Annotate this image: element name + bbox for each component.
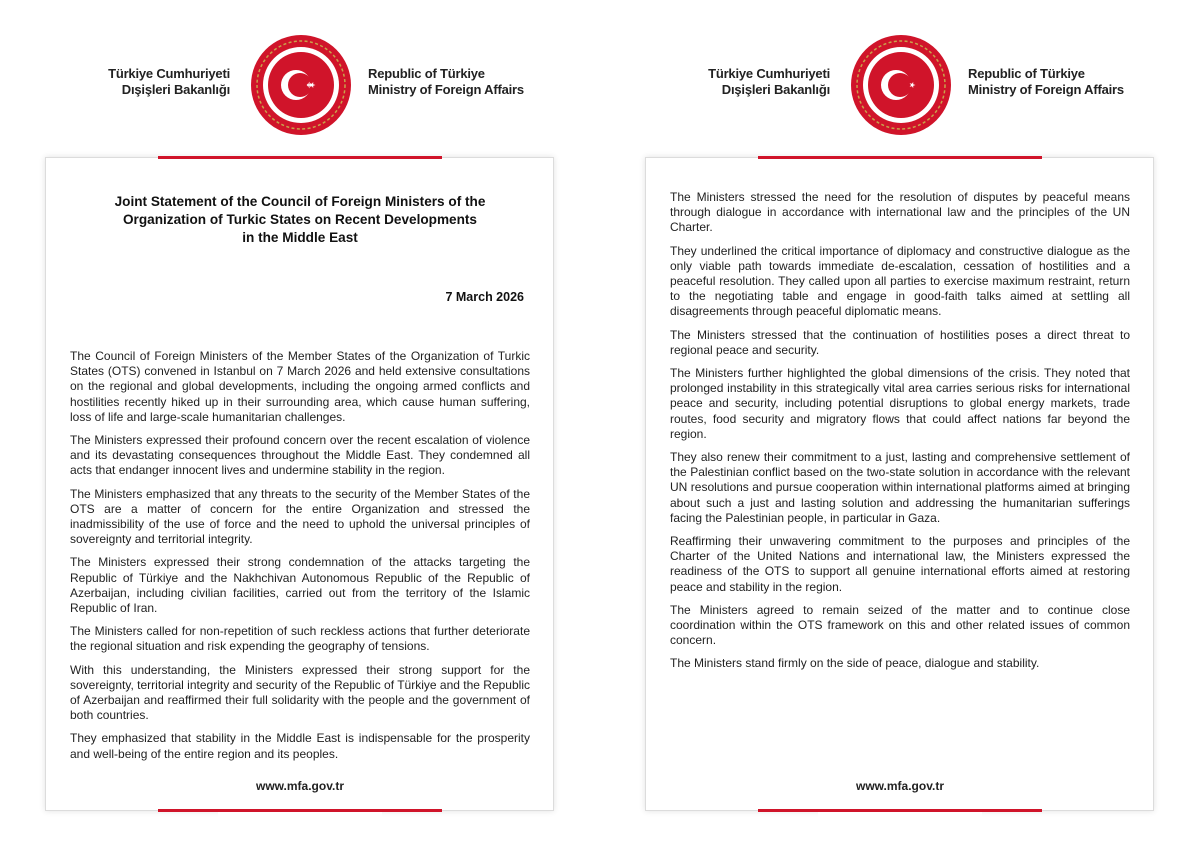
page-2 xyxy=(600,0,1200,849)
paragraph: They underlined the critical importance of diplomacy and constructive dialogue as the only viable path towards immediate de-escalation, cessation of hostilities and a peaceful resolution. They called upon all parties to exercise maximum restraint, return to the negotiating table and engage in good-faith talks aimed at settling all disagreements through peaceful diplomatic means. xyxy=(670,243,1130,319)
org-tr-line-2: Dışişleri Bakanlığı xyxy=(121,82,230,97)
paragraph: The Ministers called for non-repetition of such reckless actions that further deteriorate the regional situation and risk expending the geography of tensions. xyxy=(70,624,530,654)
title-line-3: in the Middle East xyxy=(242,230,358,245)
statement-title xyxy=(80,193,520,247)
org-name-english xyxy=(368,66,568,98)
paragraph: The Ministers stand firmly on the side of peace, dialogue and stability. xyxy=(670,656,1040,671)
org-name-english xyxy=(968,66,1168,98)
page-2-body xyxy=(670,190,1130,680)
org-name-turkish xyxy=(50,66,230,98)
org-tr-line-1: Türkiye Cumhuriyeti xyxy=(708,66,830,81)
website-link[interactable]: www.mfa.gov.tr xyxy=(255,779,344,793)
paragraph: The Council of Foreign Ministers of the Member States of the Organization of Turkic States (OTS) convened in Istanbul on 7 March 2026 and held extensive consultations on the regional and global developments, including the ongoing armed conflicts and hostilities recently hiked up in their surrounding area, which cause human suffering, loss of life and large-scale humanitarian challenges. xyxy=(70,349,530,424)
paragraph: The Ministers stressed the need for the resolution of disputes by peaceful means through dialogue in accordance with international law and the principles of the UN Charter. xyxy=(670,190,1130,235)
frame-accent-bottom xyxy=(758,809,1042,812)
ministry-emblem-icon xyxy=(848,32,954,138)
paragraph: Reaffirming their unwavering commitment to the purposes and principles of the Charter of the United Nations and international law, the Ministers expressed the readiness of the OTS to support all genuine international efforts aimed at restoring peace and stability in the region. xyxy=(670,534,1130,594)
frame-accent-top xyxy=(758,156,1042,159)
org-tr-line-1: Türkiye Cumhuriyeti xyxy=(108,66,230,81)
paragraph: The Ministers emphasized that any threats to the security of the Member States of the OTS are a matter of concern for the entire Organization and stressed the inadmissibility of the use of force and the need to uphold the universal principles of sovereignty and territorial integrity. xyxy=(70,486,530,547)
statement-date: 7 March 2026 xyxy=(445,290,524,304)
org-en-line-2: Ministry of Foreign Affairs xyxy=(368,82,524,97)
org-name-turkish xyxy=(650,66,830,98)
frame-accent-top xyxy=(158,156,442,159)
org-en-line-1: Republic of Türkiye xyxy=(368,66,485,81)
frame-accent-bottom xyxy=(158,809,442,812)
title-line-1: Joint Statement of the Council of Foreign Ministers of the xyxy=(114,194,486,209)
title-line-2: Organization of Turkic States on Recent Developments xyxy=(122,212,477,227)
paragraph: They also renew their commitment to a just, lasting and comprehensive settlement of the Palestinian conflict based on the two-state solution in accordance with the relevant UN resolutions and pursue cooperation within international platforms aimed at bringing about such a just and lasting solution and addressing the humanitarian sufferings facing the Palestinian people, in particular in Gaza. xyxy=(670,450,1130,525)
paragraph: The Ministers further highlighted the global dimensions of the crisis. They noted that prolonged instability in this strategically vital area carries serious risks for international peace and security, including potential disruptions to global energy markets, trade routes, food security and migratory flows that could affect nations far beyond the region. xyxy=(670,366,1130,441)
paragraph: They emphasized that stability in the Middle East is indispensable for the prosperity and well-being of the entire region and its peoples. xyxy=(70,731,530,761)
paragraph: The Ministers expressed their strong condemnation of the attacks targeting the Republic of Türkiye and the Nakhchivan Autonomous Republic of the Republic of Azerbaijan, including civilian facilities, carried out from the territory of the Islamic Republic of Iran. xyxy=(70,555,530,616)
paragraph: With this understanding, the Ministers expressed their strong support for the sovereignty, territorial integrity and security of the Republic of Türkiye and the Republic of Azerbaijan and reaffirmed their full solidarity with the people and the government of both countries. xyxy=(70,662,530,723)
website-link[interactable]: www.mfa.gov.tr xyxy=(855,779,944,793)
paragraph: The Ministers stressed that the continuation of hostilities poses a direct threat to regional peace and security. xyxy=(670,327,1130,357)
paragraph: The Ministers expressed their profound concern over the recent escalation of violence and its devastating consequences throughout the Middle East. They condemned all acts that endanger innocent lives and undermine stability in the region. xyxy=(70,433,530,478)
org-en-line-2: Ministry of Foreign Affairs xyxy=(968,82,1124,97)
page-1-body xyxy=(70,349,530,770)
org-en-line-1: Republic of Türkiye xyxy=(968,66,1085,81)
paragraph: The Ministers agreed to remain seized of the matter and to continue close coordination within the OTS framework on this and other related issues of common concern. xyxy=(670,602,1130,648)
org-tr-line-2: Dışişleri Bakanlığı xyxy=(721,82,830,97)
ministry-emblem-icon xyxy=(248,32,354,138)
